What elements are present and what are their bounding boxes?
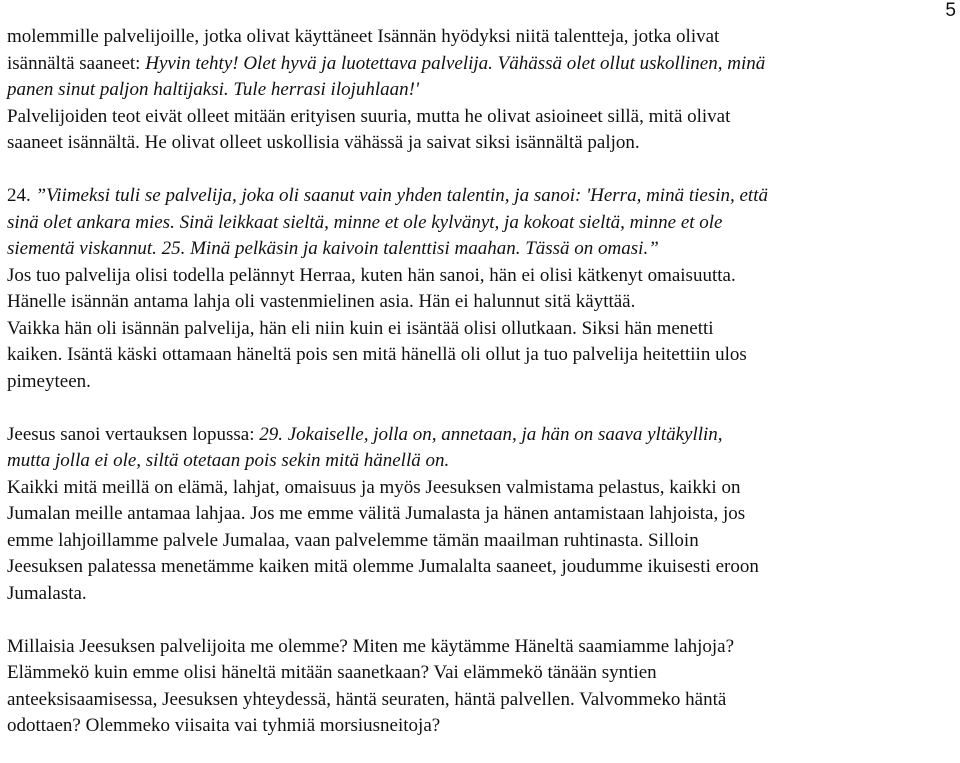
text-line xyxy=(7,634,957,661)
text-run: Jeesus sanoi vertauksen lopussa: xyxy=(7,423,260,445)
paragraph-gap xyxy=(7,607,957,634)
text-line xyxy=(7,183,957,210)
text-run: Elämmekö kuin emme olisi häneltä mitään saanetkaan? Vai elämmekö tänään syntien xyxy=(7,662,657,683)
text-line xyxy=(7,475,957,502)
italic-text-run: 29. Jokaiselle, jolla on, annetaan, ja hän on saava yltäkyllin, xyxy=(259,423,723,445)
text-line xyxy=(7,528,957,555)
text-line xyxy=(7,713,957,740)
text-line xyxy=(7,210,957,237)
text-line xyxy=(7,369,957,396)
text-run: Jeesuksen palatessa menetämme kaiken mitä olemme Jumalalta saaneet, joudumme ikuisesti eroon xyxy=(7,556,759,577)
italic-text-run: siementä viskannut. 25. Minä pelkäsin ja kaivoin talenttisi maahan. Tässä on omasi.” xyxy=(7,238,659,259)
text-run: Palvelijoiden teot eivät olleet mitään erityisen suuria, mutta he olivat asioineet sillä, mitä olivat xyxy=(7,105,731,127)
text-line xyxy=(7,316,957,343)
text-line xyxy=(7,687,957,714)
italic-text-run: sinä olet ankara mies. Sinä leikkaat sieltä, minne et ole kylvänyt, ja kokoat sieltä, minne et ole xyxy=(7,211,723,233)
text-run: pimeyteen. xyxy=(7,370,91,392)
text-line xyxy=(7,236,957,263)
text-line xyxy=(7,24,957,51)
text-run: emme lahjoillamme palvele Jumalaa, vaan palvelemme tämän maailman ruhtinasta. Silloin xyxy=(7,529,699,551)
text-run: Jumalan meille antamaa lahjaa. Jos me emme välitä Jumalasta ja hänen antamistaan lahjoista, jos xyxy=(7,503,746,524)
text-line xyxy=(7,554,957,581)
text-run: kaiken. Isäntä käski ottamaan häneltä pois sen mitä hänellä oli ollut ja tuo palvelija heitettiin ulos xyxy=(7,344,747,365)
paragraph-gap xyxy=(7,157,957,184)
text-run: isännältä saaneet: xyxy=(7,52,146,74)
body-text xyxy=(7,24,957,740)
page-number: 5 xyxy=(945,0,956,21)
text-run: 24. xyxy=(7,185,36,206)
text-line xyxy=(7,501,957,528)
text-line xyxy=(7,342,957,369)
text-run: anteeksisaamisessa, Jeesuksen yhteydessä, häntä seuraten, häntä palvellen. Valvommeko häntä xyxy=(7,688,727,710)
text-run: Jumalasta. xyxy=(7,582,87,604)
text-line xyxy=(7,448,957,475)
text-line xyxy=(7,581,957,608)
paragraph-gap xyxy=(7,395,957,422)
italic-text-run: ”Viimeksi tuli se palvelija, joka oli saanut vain yhden talentin, ja sanoi: 'Herra, minä tiesin, että xyxy=(35,185,768,206)
text-line xyxy=(7,130,957,157)
italic-text-run: panen sinut paljon haltijaksi. Tule herrasi ilojuhlaan!' xyxy=(7,79,420,100)
text-run: Millaisia Jeesuksen palvelijoita me olemme? Miten me käytämme Häneltä saamiamme lahjoja? xyxy=(7,635,735,657)
text-line xyxy=(7,289,957,316)
text-run: saaneet isännältä. He olivat olleet uskollisia vähässä ja saivat siksi isännältä paljon. xyxy=(7,132,640,153)
italic-text-run: mutta jolla ei ole, siltä otetaan pois sekin mitä hänellä on. xyxy=(7,450,450,471)
text-line xyxy=(7,422,957,449)
text-run: odottaen? Olemmeko viisaita vai tyhmiä morsiusneitoja? xyxy=(7,715,441,736)
text-line xyxy=(7,77,957,104)
italic-text-run: Hyvin tehty! Olet hyvä ja luotettava palvelija. Vähässä olet ollut uskollinen, minä xyxy=(145,52,766,74)
text-line xyxy=(7,263,957,290)
text-line xyxy=(7,51,957,78)
text-run: molemmille palvelijoille, jotka olivat käyttäneet Isännän hyödyksi niitä talentteja, jotka olivat xyxy=(7,26,720,47)
text-line xyxy=(7,660,957,687)
text-run: Kaikki mitä meillä on elämä, lahjat, omaisuus ja myös Jeesuksen valmistama pelastus, kaikki on xyxy=(7,476,741,498)
text-run: Vaikka hän oli isännän palvelija, hän eli niin kuin ei isäntää olisi ollutkaan. Siksi hän menetti xyxy=(7,317,714,339)
text-line xyxy=(7,104,957,131)
text-run: Jos tuo palvelija olisi todella pelännyt Herraa, kuten hän sanoi, hän ei olisi kätkenyt omaisuutta. xyxy=(7,264,736,286)
text-run: Hänelle isännän antama lahja oli vastenmielinen asia. Hän ei halunnut sitä käyttää. xyxy=(7,291,636,312)
